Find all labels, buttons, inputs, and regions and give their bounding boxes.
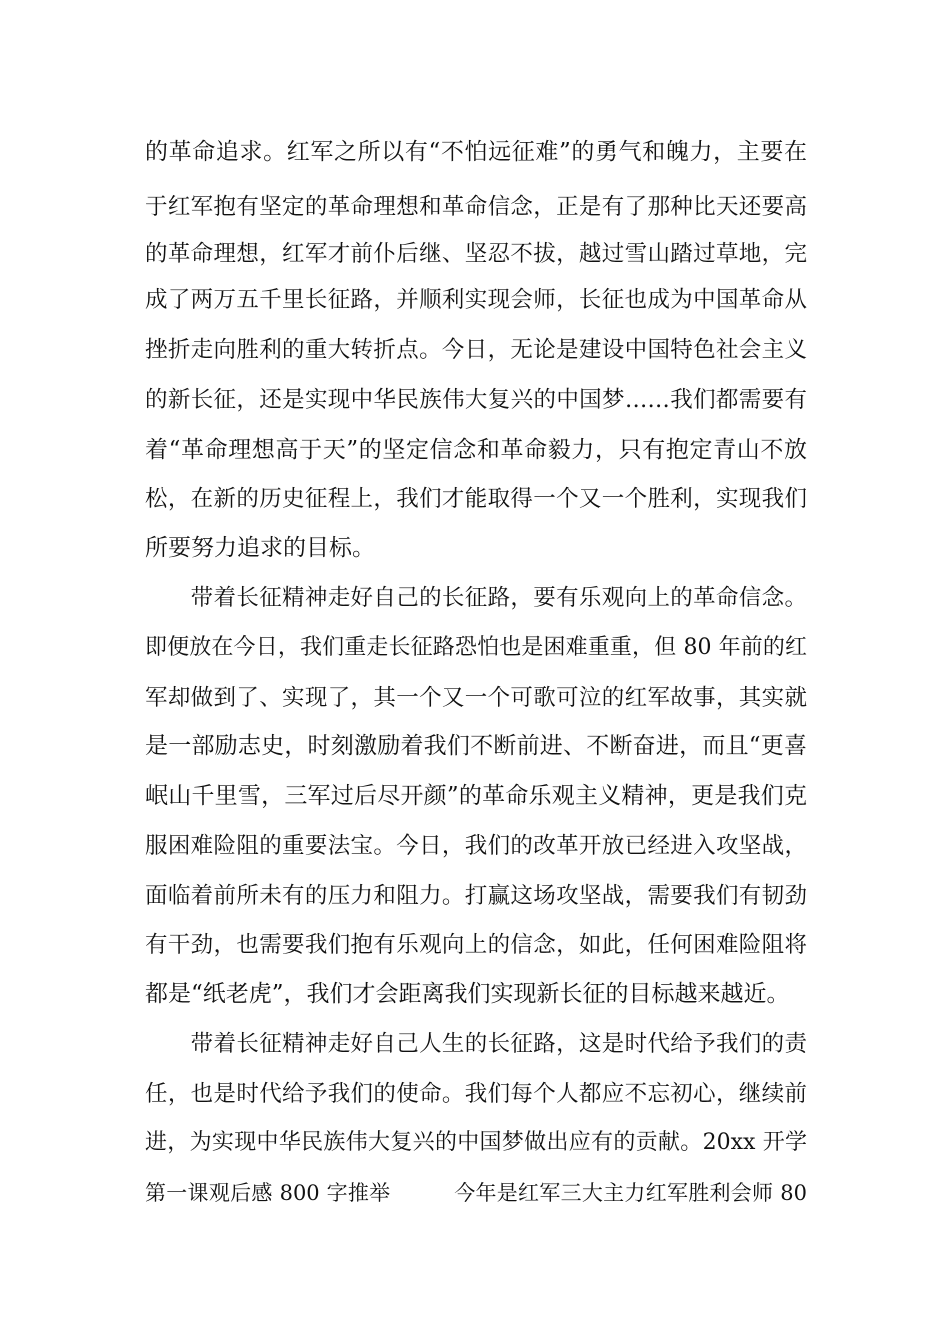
text-line: 是一部励志史，时刻激励着我们不断前进、不断奋进，而且“更喜 [145, 733, 807, 759]
text-line: 带着长征精神走好自己的长征路，要有乐观向上的革命信念。 [145, 585, 807, 611]
text-line: 挫折走向胜利的重大转折点。今日，无论是建设中国特色社会主义 [145, 337, 807, 363]
text-line: 即便放在今日，我们重走长征路恐怕也是困难重重，但 80 年前的红 [145, 635, 807, 660]
text-line: 进，为实现中华民族伟大复兴的中国梦做出应有的贡献。20xx 开学 [145, 1130, 807, 1155]
text-line: 的革命追求。红军之所以有“不怕远征难”的勇气和魄力，主要在 [145, 139, 807, 165]
text-line: 的革命理想，红军才前仆后继、坚忍不拔，越过雪山踏过草地，完 [145, 241, 807, 267]
text-line: 成了两万五千里长征路，并顺利实现会师，长征也成为中国革命从 [145, 287, 807, 313]
text-line: 岷山千里雪，三军过后尽开颜”的革命乐观主义精神，更是我们克 [145, 783, 807, 809]
text-line: 有干劲，也需要我们抱有乐观向上的信念，如此，任何困难险阻将 [145, 932, 807, 958]
text-line: 所要努力追求的目标。 [145, 535, 375, 561]
text-line: 第一课观后感 800 字推举 今年是红军三大主力红军胜利会师 80 [145, 1181, 807, 1205]
text-line: 都是“纸老虎”，我们才会距离我们实现新长征的目标越来越近。 [145, 981, 790, 1007]
text-line: 任，也是时代给予我们的使命。我们每个人都应不忘初心，继续前 [145, 1081, 807, 1107]
text-line: 面临着前所未有的压力和阻力。打赢这场攻坚战，需要我们有韧劲 [145, 883, 807, 909]
text-line: 服困难险阻的重要法宝。今日，我们的改革开放已经进入攻坚战， [145, 833, 807, 859]
text-line: 松，在新的历史征程上，我们才能取得一个又一个胜利，实现我们 [145, 486, 807, 512]
text-line: 的新长征，还是实现中华民族伟大复兴的中国梦……我们都需要有 [145, 387, 807, 413]
text-line: 带着长征精神走好自己人生的长征路，这是时代给予我们的责 [145, 1031, 807, 1057]
text-line: 着“革命理想高于天”的坚定信念和革命毅力，只有抱定青山不放 [145, 437, 807, 463]
text-line: 军却做到了、实现了，其一个又一个可歌可泣的红军故事，其实就 [145, 685, 807, 711]
text-line: 于红军抱有坚定的革命理想和革命信念，正是有了那种比天还要高 [145, 194, 807, 220]
